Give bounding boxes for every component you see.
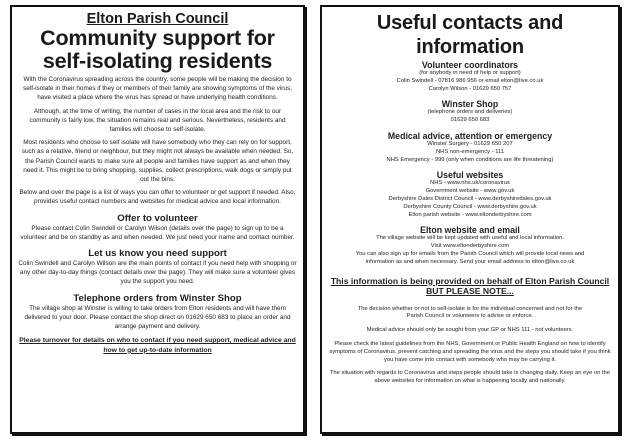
section-heading-volunteer: Offer to volunteer [117,212,198,224]
leaflet-title-line-1: Community support for [40,26,275,50]
contact-line: Winster Surgery - 01629 650 207 [427,140,513,147]
intro-paragraph: Although, at the time of writing, the number of cases in the local area and the risk to our community is fairly low, the situation remains real and serious. Nevertheless, residents and families will choose to self-isolate. [29,107,286,134]
note-paragraph: The decision whether or not to self-isolate is for the individual concerned and not for the Parish Council or volunteers to advise or enforce. [357,305,583,320]
heading-volunteer-coordinators: Volunteer coordinators [421,60,519,70]
intro-paragraph: With the Coronavirus spreading across the country, some people will be making the decision to self-isolate in their homes if they or members of their family are showing symptoms of the virus, have visited a place where the virus has spread or have underlying health conditions. [23,76,292,102]
contacts-title: Useful contacts and information [376,12,564,58]
heading-medical-advice: Medical advice, attention or emergency [387,130,553,141]
website-line: Derbyshire County Council - www.derbyshire.gov.uk [403,203,537,210]
contact-line: Carolyn Wilson - 01629 650 757 [428,85,512,92]
website-line: Derbyshire Dales District Council - www.derbyshiredales.gov.uk [388,195,552,202]
note-paragraph: Please check the latest guidelines from the NHS, Government or Public Health England on how to identify symptoms of Coronavirus, prevent catching and spreading the virus and the steps you should take if you think you have come into contact with somebody who may be carrying it. [329,340,611,363]
contact-line: NHS Emergency - 999 (only when conditions are life threatening) [386,156,554,163]
notice-heading [328,276,612,297]
section-body-volunteer: Please contact Colin Swindell or Carolyn Wilson (details over the page) to sign up to be a volunteer and be on standby as and when needed. We just need your name and contact number. [20,224,295,241]
info-line: Visit www.eltonderbyshire.com [430,243,510,250]
contact-line: (for anybody in need of help or support) [419,70,521,76]
info-line: You can also sign up for emails from the Parish Council which will provide local news and [355,250,585,257]
section-heading-need-support: Let us know you need support [88,248,227,260]
note-paragraph: The situation with regards to Coronavirus and steps people should take is changing daily. Keep an eye on the above websites for information on what is happening locally and nationally. [329,370,611,385]
contact-line: (telephone orders and deliveries) [427,109,513,116]
leaflet-front-page [10,5,305,434]
notice-line-2: BUT PLEASE NOTE... [426,286,514,297]
intro-paragraph: Most residents who choose to self isolate will have somebody who they can rely on for support, such as a relative, friend or neighbour, but they might not always be available when needed. So, the Parish Council wants to make sure all people and families have support as and when they need it. This might be to bring shopping, supplies, collect prescriptions, walk dogs or simply put out the bins. [21,139,294,184]
organisation-name: Elton Parish Council [86,11,229,27]
turnover-notice: Please turnover for details on who to contact if you need support, medical advice and how to get up-to-date information [19,337,296,354]
website-line: Government website - www.gov.uk [425,188,515,195]
info-line: information as and when necessary. Send your email address to elton@live.co.uk [365,258,575,265]
section-body-winster-shop: The village shop at Winster is willing to take orders from Elton residents and will have them delivered to your door. Please contact the shop direct on 01629 650 683 to place an order and arrange payment and delivery. [24,304,291,331]
notice-line-1: This information is being provided on behalf of Elton Parish Council [330,275,610,286]
leaflet-back-page [320,5,620,434]
section-heading-winster-shop: Telephone orders from Winster Shop [73,292,242,304]
heading-winster-shop: Winster Shop [441,99,499,110]
intro-paragraph: Below and over the page is a list of ways you can offer to volunteer or get support if needed. Also, provides useful contact numbers and websites for medical advice and local information. [19,189,296,206]
contact-line: 01629 650 683 [450,117,490,124]
website-line: NHS - www.nhs.uk/coronavirus [430,180,510,187]
heading-elton-website: Elton website and email [420,225,520,236]
contact-line: NHS non-emergency - 111 [435,148,505,155]
contact-line: Colin Swindell - 07816 986 956 or email elton@live.co.uk [396,77,544,84]
note-paragraph: Medical advice should only be sought from your GP or NHS 111 - not volunteers. [366,327,574,334]
heading-useful-websites: Useful websites [436,170,504,181]
leaflet-title-line-2: self-isolating residents [42,49,273,73]
info-line: The village website will be kept updated with useful and local information. [376,235,564,242]
website-line: Elton parish website - www.eltonderbyshire.com [408,211,532,218]
section-body-need-support: Colin Swindell and Carolyn Wilson are the main points of contact if you need help with shopping or any other day-to-day things (contact details over the page). They will make sure a volunteer gives you the support you need. [18,260,297,286]
